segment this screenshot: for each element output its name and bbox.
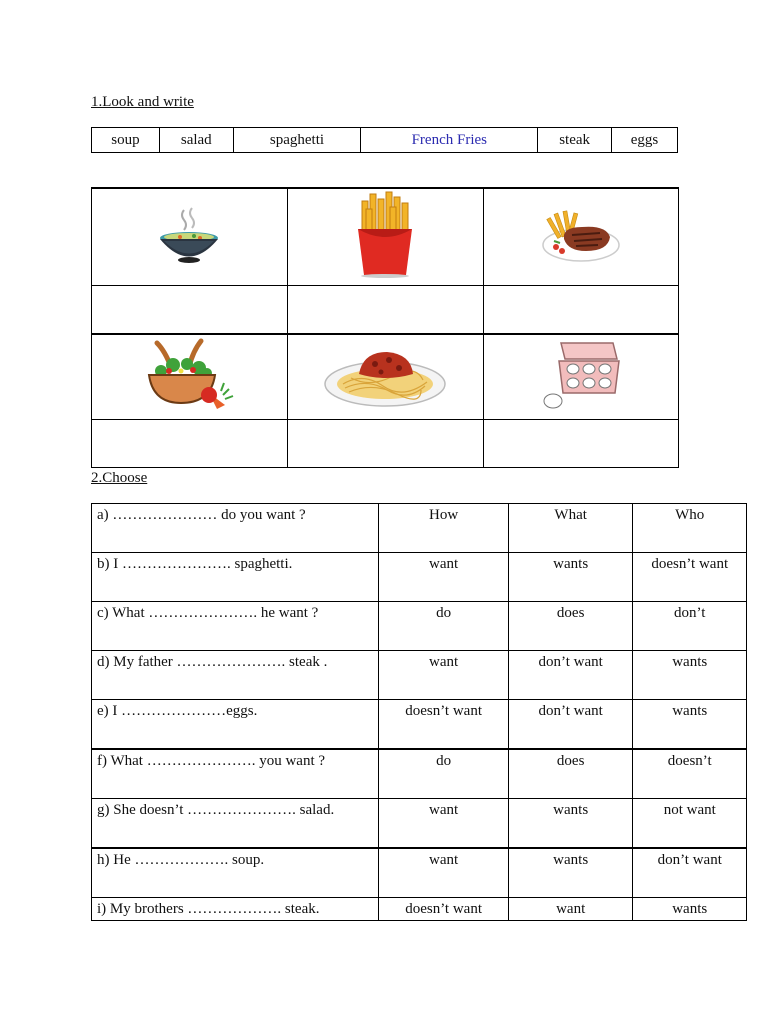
picture-cell bbox=[92, 188, 288, 286]
question-row bbox=[92, 848, 747, 898]
option-1[interactable]: doesn’t want bbox=[379, 898, 509, 921]
option-2[interactable]: does bbox=[508, 602, 633, 651]
word-soup: soup bbox=[92, 128, 160, 153]
answer-blank[interactable] bbox=[92, 420, 288, 468]
choose-table bbox=[91, 503, 747, 921]
option-1[interactable]: want bbox=[379, 799, 509, 849]
option-3[interactable]: doesn’t bbox=[633, 749, 747, 799]
word-steak: steak bbox=[538, 128, 612, 153]
section-1-heading: 1.Look and write bbox=[91, 94, 194, 110]
option-2[interactable]: wants bbox=[508, 799, 633, 849]
option-3[interactable]: Who bbox=[633, 504, 747, 553]
option-2[interactable]: don’t want bbox=[508, 651, 633, 700]
answer-blank[interactable] bbox=[287, 420, 483, 468]
picture-cell bbox=[483, 188, 678, 286]
french-fries-icon bbox=[352, 191, 418, 279]
option-3[interactable]: wants bbox=[633, 700, 747, 750]
word-eggs: eggs bbox=[611, 128, 677, 153]
option-2[interactable]: don’t want bbox=[508, 700, 633, 750]
picture-cell bbox=[287, 334, 483, 420]
question-row bbox=[92, 799, 747, 849]
question-row bbox=[92, 602, 747, 651]
picture-cell bbox=[287, 188, 483, 286]
word-salad: salad bbox=[159, 128, 233, 153]
option-3[interactable]: don’t want bbox=[633, 848, 747, 898]
question-text: d) My father …………………. steak . bbox=[92, 651, 379, 700]
question-text: c) What …………………. he want ? bbox=[92, 602, 379, 651]
question-row bbox=[92, 898, 747, 921]
option-3[interactable]: doesn’t want bbox=[633, 553, 747, 602]
word-spaghetti: spaghetti bbox=[233, 128, 361, 153]
question-row bbox=[92, 700, 747, 750]
picture-cell bbox=[483, 334, 678, 420]
egg-carton-icon bbox=[541, 339, 621, 411]
option-2[interactable]: wants bbox=[508, 848, 633, 898]
question-row bbox=[92, 504, 747, 553]
salad-bowl-icon bbox=[143, 337, 235, 413]
section-2-heading: 2.Choose bbox=[91, 470, 148, 486]
question-text: e) I …………………eggs. bbox=[92, 700, 379, 750]
soup-bowl-icon bbox=[154, 204, 224, 266]
answer-blank[interactable] bbox=[483, 286, 678, 335]
picture-cell bbox=[92, 334, 288, 420]
spaghetti-plate-icon bbox=[323, 342, 447, 408]
option-1[interactable]: want bbox=[379, 553, 509, 602]
option-1[interactable]: want bbox=[379, 848, 509, 898]
option-3[interactable]: wants bbox=[633, 651, 747, 700]
option-2[interactable]: does bbox=[508, 749, 633, 799]
question-text: a) ………………… do you want ? bbox=[92, 504, 379, 553]
word-bank-table bbox=[91, 127, 678, 153]
question-text: h) He ………………. soup. bbox=[92, 848, 379, 898]
option-2[interactable]: wants bbox=[508, 553, 633, 602]
option-1[interactable]: doesn’t want bbox=[379, 700, 509, 750]
word-french-fries: French Fries bbox=[361, 128, 538, 153]
answer-blank[interactable] bbox=[92, 286, 288, 335]
question-row bbox=[92, 651, 747, 700]
picture-grid bbox=[91, 187, 679, 468]
option-1[interactable]: How bbox=[379, 504, 509, 553]
option-2[interactable]: want bbox=[508, 898, 633, 921]
question-row bbox=[92, 553, 747, 602]
option-1[interactable]: do bbox=[379, 749, 509, 799]
question-text: i) My brothers ………………. steak. bbox=[92, 898, 379, 921]
option-1[interactable]: do bbox=[379, 602, 509, 651]
answer-blank[interactable] bbox=[287, 286, 483, 335]
answer-blank[interactable] bbox=[483, 420, 678, 468]
question-text: f) What …………………. you want ? bbox=[92, 749, 379, 799]
question-text: g) She doesn’t …………………. salad. bbox=[92, 799, 379, 849]
option-3[interactable]: not want bbox=[633, 799, 747, 849]
question-text: b) I …………………. spaghetti. bbox=[92, 553, 379, 602]
option-3[interactable]: don’t bbox=[633, 602, 747, 651]
option-1[interactable]: want bbox=[379, 651, 509, 700]
question-row bbox=[92, 749, 747, 799]
option-3[interactable]: wants bbox=[633, 898, 747, 921]
option-2[interactable]: What bbox=[508, 504, 633, 553]
steak-icon bbox=[540, 205, 622, 265]
